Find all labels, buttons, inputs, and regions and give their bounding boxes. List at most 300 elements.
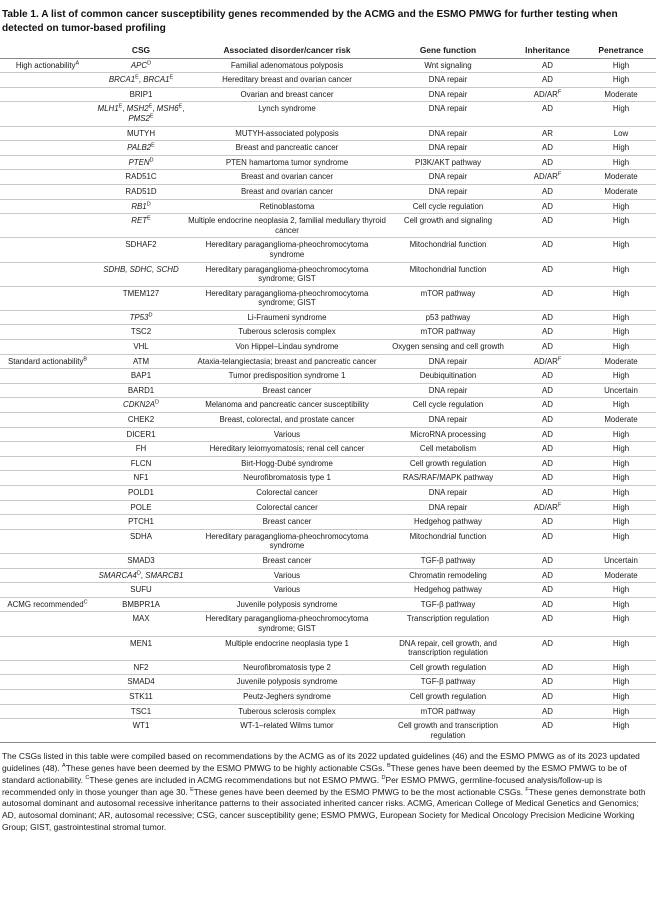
gene-cell <box>95 126 187 141</box>
table-row <box>0 87 656 102</box>
gene-footnote-mark: D <box>146 200 151 207</box>
inheritance-cell <box>509 675 586 690</box>
gene-cell <box>95 184 187 199</box>
table-row <box>0 597 656 612</box>
function-cell: RAS/RAF/MAPK pathway <box>387 471 509 486</box>
disorder-cell: Tuberous sclerosis complex <box>187 325 387 340</box>
gene-cell <box>95 471 187 486</box>
table-row <box>0 141 656 156</box>
function-cell: Mitochondrial function <box>387 262 509 286</box>
penetrance-cell: Moderate <box>586 354 656 369</box>
gene-cell <box>95 442 187 457</box>
inheritance-cell <box>509 214 586 238</box>
function-cell: Transcription regulation <box>387 612 509 636</box>
function-cell: Cell growth regulation <box>387 689 509 704</box>
table-row <box>0 529 656 553</box>
function-cell: Hedgehog pathway <box>387 515 509 530</box>
penetrance-cell: High <box>586 442 656 457</box>
inheritance-value: AD/AR <box>533 172 558 182</box>
gene-cell <box>95 214 187 238</box>
gene-cell <box>95 675 187 690</box>
inheritance-cell <box>509 141 586 156</box>
gene-part: PMS2 <box>128 113 150 123</box>
penetrance-cell: High <box>586 155 656 170</box>
footnote-text: These genes demonstrate both autosomal dominant and autosomal recessive inheritance patterns to their associated inherited cancer risks. ACMG, American College of Medical Genetics and Genomics; AD, autosomal dominant; AR, autosomal recessive; CSG, cancer susceptibility gene; ESMO PMWG, European Society for Medical Oncology Precision Medicine Working Group; GIST, gastrointestinal stromal tumor. <box>2 786 646 833</box>
inheritance-value: AD <box>542 706 553 716</box>
function-cell: Wnt signaling <box>387 58 509 73</box>
gene-part: STK11 <box>129 691 153 701</box>
inheritance-cell <box>509 170 586 185</box>
inheritance-value: AD <box>542 186 553 196</box>
gene-footnote-mark: E <box>149 113 154 120</box>
table-row <box>0 553 656 568</box>
category-footnote-mark: A <box>75 59 80 66</box>
gene-part: RB1 <box>131 201 147 211</box>
gene-footnote-mark: D <box>155 399 159 406</box>
gene-cell <box>95 704 187 719</box>
gene-cell <box>95 529 187 553</box>
disorder-cell: Tuberous sclerosis complex <box>187 704 387 719</box>
gene-part: MSH6 <box>156 104 179 114</box>
table-row <box>0 325 656 340</box>
footnote-text: These genes have been deemed by the ESMO PMWG to be highly actionable CSGs. <box>65 763 387 774</box>
gene-part: BRCA1 <box>143 75 170 85</box>
inheritance-cell <box>509 286 586 310</box>
table-row <box>0 636 656 660</box>
function-cell: DNA repair <box>387 354 509 369</box>
inheritance-footnote-mark: F <box>557 356 562 363</box>
header-disorder: Associated disorder/cancer risk <box>187 44 387 58</box>
footnote-mark: C <box>85 775 90 782</box>
penetrance-cell: Low <box>586 126 656 141</box>
inheritance-cell <box>509 660 586 675</box>
function-cell: DNA repair, cell growth, and transcription regulation <box>387 636 509 660</box>
inheritance-value: AD <box>542 312 553 322</box>
inheritance-value: AD <box>542 488 553 497</box>
inheritance-value: AD <box>542 201 553 211</box>
function-cell: p53 pathway <box>387 310 509 325</box>
header-inheritance: Inheritance <box>509 44 586 58</box>
inheritance-value: AD <box>542 143 553 153</box>
penetrance-cell: High <box>586 529 656 553</box>
function-cell: PI3K/AKT pathway <box>387 155 509 170</box>
inheritance-value: AD <box>542 400 553 410</box>
footnote-mark: F <box>525 786 529 793</box>
function-cell: Mitochondrial function <box>387 529 509 553</box>
gene-cell <box>95 398 187 413</box>
penetrance-cell: Moderate <box>586 568 656 583</box>
function-cell: Oxygen sensing and cell growth <box>387 340 509 355</box>
gene-cell <box>95 325 187 340</box>
csg-table <box>0 44 656 743</box>
function-cell: Cell growth regulation <box>387 660 509 675</box>
row-category <box>0 73 95 88</box>
inheritance-value: AD <box>542 60 553 70</box>
penetrance-cell: High <box>586 597 656 612</box>
function-cell: TGF-β pathway <box>387 597 509 612</box>
penetrance-cell: High <box>586 636 656 660</box>
footnote-text: These genes have been deemed by the ESMO PMWG to be the most actionable CSGs. <box>193 786 526 797</box>
row-category <box>0 597 95 612</box>
footnote-text: The CSGs listed in this table were compiled based on recommendations by the ACMG as of its 2022 updated guidelines (46) and the ESMO PMWG as of its 2023 updated guidelines (48). <box>2 751 640 774</box>
gene-footnote-mark: E <box>147 215 151 222</box>
row-category <box>0 102 95 126</box>
disorder-cell: MUTYH-associated polyposis <box>187 126 387 141</box>
penetrance-cell: High <box>586 325 656 340</box>
inheritance-value: AD <box>542 75 553 85</box>
gene-footnote-mark: E <box>178 103 183 110</box>
gene-cell <box>95 155 187 170</box>
gene-cell <box>95 636 187 660</box>
row-category <box>0 340 95 355</box>
function-cell: DNA repair <box>387 413 509 428</box>
inheritance-value: AD <box>542 638 553 648</box>
table-row <box>0 568 656 583</box>
gene-part: SUFU <box>130 585 152 595</box>
function-cell: DNA repair <box>387 500 509 515</box>
inheritance-cell <box>509 704 586 719</box>
disorder-cell: Multiple endocrine neoplasia type 1 <box>187 636 387 660</box>
inheritance-cell <box>509 310 586 325</box>
gene-footnote-mark: D <box>136 569 141 576</box>
disorder-cell: Hereditary paraganglioma-pheochromocytoma syndrome; GIST <box>187 286 387 310</box>
gene-cell <box>95 58 187 73</box>
gene-part: FH <box>135 444 147 454</box>
header-csg: CSG <box>95 44 187 58</box>
gene-part: SDHAF2 <box>125 240 157 250</box>
disorder-cell: Juvenile polyposis syndrome <box>187 675 387 690</box>
table-row <box>0 515 656 530</box>
inheritance-footnote-mark: F <box>557 171 562 178</box>
gene-cell <box>95 199 187 214</box>
inheritance-value: AD <box>542 415 553 425</box>
inheritance-cell <box>509 155 586 170</box>
row-category <box>0 238 95 262</box>
gene-cell <box>95 383 187 398</box>
gene-cell <box>95 486 187 501</box>
disorder-cell: WT-1–related Wilms tumor <box>187 719 387 743</box>
row-category <box>0 529 95 553</box>
disorder-cell: PTEN hamartoma tumor syndrome <box>187 155 387 170</box>
row-category <box>0 471 95 486</box>
disorder-cell: Colorectal cancer <box>187 486 387 501</box>
category-footnote-mark: B <box>83 356 88 363</box>
row-category <box>0 568 95 583</box>
penetrance-cell: High <box>586 660 656 675</box>
row-category <box>0 515 95 530</box>
disorder-cell: Breast and ovarian cancer <box>187 170 387 185</box>
disorder-cell: Lynch syndrome <box>187 102 387 126</box>
gene-footnote-mark: E <box>118 103 123 110</box>
inheritance-value: AD/AR <box>533 356 558 366</box>
disorder-cell: Ataxia-telangiectasia; breast and pancreatic cancer <box>187 354 387 369</box>
function-cell: DNA repair <box>387 87 509 102</box>
gene-part: NF2 <box>133 662 149 672</box>
table-row <box>0 73 656 88</box>
disorder-cell: Hereditary paraganglioma-pheochromocytoma syndrome <box>187 238 387 262</box>
gene-footnote-mark: E <box>169 74 174 81</box>
inheritance-value: AD/AR <box>533 502 558 512</box>
table-row <box>0 398 656 413</box>
penetrance-cell: High <box>586 73 656 88</box>
gene-part: SDHB, SDHC, SCHD <box>103 264 179 274</box>
inheritance-cell <box>509 325 586 340</box>
table-row <box>0 471 656 486</box>
inheritance-cell <box>509 102 586 126</box>
function-cell: DNA repair <box>387 126 509 141</box>
inheritance-value: AD <box>542 662 553 672</box>
disorder-cell: Neurofibromatosis type 1 <box>187 471 387 486</box>
gene-part: TMEM127 <box>122 288 160 298</box>
gene-cell <box>95 719 187 743</box>
disorder-cell: Peutz-Jeghers syndrome <box>187 689 387 704</box>
gene-cell <box>95 612 187 636</box>
function-cell: Cell growth and transcription regulation <box>387 719 509 743</box>
gene-part: MUTYH <box>126 128 156 138</box>
gene-part: PTEN <box>128 157 150 167</box>
disorder-cell: Li-Fraumeni syndrome <box>187 310 387 325</box>
penetrance-cell: High <box>586 456 656 471</box>
inheritance-value: AD <box>542 531 553 541</box>
gene-footnote-mark: E <box>148 103 153 110</box>
inheritance-cell <box>509 58 586 73</box>
inheritance-value: AD <box>542 240 553 250</box>
footnote-text: Per ESMO PMWG, germline-focused analysis/follow-up is recommended only in those younger than age 30. <box>2 774 603 797</box>
gene-part: SMAD3 <box>127 555 155 565</box>
penetrance-cell: High <box>586 58 656 73</box>
inheritance-value: AR <box>542 128 553 138</box>
gene-part: APC <box>130 60 148 70</box>
inheritance-cell <box>509 442 586 457</box>
row-category <box>0 413 95 428</box>
inheritance-value: AD/AR <box>533 89 558 99</box>
disorder-cell: Breast, colorectal, and prostate cancer <box>187 413 387 428</box>
row-category <box>0 583 95 598</box>
gene-cell <box>95 340 187 355</box>
table-row <box>0 170 656 185</box>
row-category <box>0 325 95 340</box>
gene-part: WT1 <box>132 721 150 731</box>
inheritance-cell <box>509 369 586 384</box>
penetrance-cell: High <box>586 262 656 286</box>
row-category <box>0 199 95 214</box>
disorder-cell: Hereditary paraganglioma-pheochromocytoma syndrome; GIST <box>187 262 387 286</box>
inheritance-footnote-mark: F <box>557 501 562 508</box>
inheritance-value: AD <box>542 429 553 439</box>
gene-cell <box>95 354 187 369</box>
inheritance-cell <box>509 583 586 598</box>
table-row <box>0 262 656 286</box>
inheritance-value: AD <box>542 288 553 298</box>
penetrance-cell: Moderate <box>586 184 656 199</box>
gene-part: PTCH1 <box>128 517 154 527</box>
gene-part: NF1 <box>133 473 149 483</box>
table-footnote <box>0 743 656 834</box>
table-row <box>0 704 656 719</box>
table-row <box>0 354 656 369</box>
inheritance-value: AD <box>542 157 553 167</box>
row-category <box>0 704 95 719</box>
disorder-cell: Juvenile polyposis syndrome <box>187 597 387 612</box>
inheritance-value: AD <box>542 104 553 114</box>
disorder-cell: Breast and pancreatic cancer <box>187 141 387 156</box>
row-category <box>0 553 95 568</box>
row-category <box>0 141 95 156</box>
penetrance-cell: High <box>586 102 656 126</box>
gene-part: CDKN2A <box>123 400 156 410</box>
gene-part: SDHA <box>130 531 152 541</box>
disorder-cell: Birt-Hogg-Dubé syndrome <box>187 456 387 471</box>
inheritance-value: AD <box>542 473 553 483</box>
disorder-cell: Hereditary paraganglioma-pheochromocytoma syndrome; GIST <box>187 612 387 636</box>
header-penetrance: Penetrance <box>586 44 656 58</box>
gene-part: ATM <box>132 356 150 366</box>
table-row <box>0 286 656 310</box>
function-cell: DNA repair <box>387 73 509 88</box>
inheritance-value: AD <box>542 614 553 624</box>
gene-part: , <box>152 104 157 114</box>
inheritance-value: AD <box>542 691 553 701</box>
function-cell: DNA repair <box>387 486 509 501</box>
row-category <box>0 286 95 310</box>
inheritance-value: AD <box>542 385 553 395</box>
row-category <box>0 500 95 515</box>
gene-part: BAP1 <box>130 371 152 381</box>
gene-part: SMARCA4 <box>98 570 137 580</box>
disorder-cell: Breast cancer <box>187 553 387 568</box>
inheritance-cell <box>509 238 586 262</box>
gene-part: TP53 <box>129 312 149 322</box>
disorder-cell: Melanoma and pancreatic cancer susceptibility <box>187 398 387 413</box>
gene-footnote-mark: E <box>151 142 155 149</box>
gene-part: BMBPR1A <box>122 599 160 609</box>
inheritance-cell <box>509 87 586 102</box>
penetrance-cell: High <box>586 689 656 704</box>
row-category <box>0 262 95 286</box>
function-cell: mTOR pathway <box>387 704 509 719</box>
function-cell: mTOR pathway <box>387 286 509 310</box>
row-category <box>0 369 95 384</box>
penetrance-cell: High <box>586 515 656 530</box>
function-cell: DNA repair <box>387 184 509 199</box>
row-category <box>0 427 95 442</box>
penetrance-cell: High <box>586 310 656 325</box>
disorder-cell: Familial adenomatous polyposis <box>187 58 387 73</box>
footnote-mark: E <box>190 786 194 793</box>
gene-part: POLE <box>130 502 152 512</box>
gene-cell <box>95 427 187 442</box>
disorder-cell: Breast cancer <box>187 383 387 398</box>
table-row <box>0 689 656 704</box>
inheritance-value: AD <box>542 585 553 595</box>
penetrance-cell: High <box>586 340 656 355</box>
gene-footnote-mark: D <box>149 157 154 164</box>
disorder-cell: Ovarian and breast cancer <box>187 87 387 102</box>
gene-cell <box>95 413 187 428</box>
table-body <box>0 58 656 743</box>
gene-part: FLCN <box>130 458 152 468</box>
table-row <box>0 214 656 238</box>
penetrance-cell: High <box>586 398 656 413</box>
row-category <box>0 612 95 636</box>
category-label: Standard actionability <box>7 356 84 366</box>
disorder-cell: Colorectal cancer <box>187 500 387 515</box>
row-category <box>0 354 95 369</box>
gene-cell <box>95 170 187 185</box>
function-cell: Deubiquitination <box>387 369 509 384</box>
table-row <box>0 413 656 428</box>
inheritance-cell <box>509 612 586 636</box>
gene-cell <box>95 102 187 126</box>
row-category <box>0 214 95 238</box>
function-cell: Chromatin remodeling <box>387 568 509 583</box>
penetrance-cell: Uncertain <box>586 383 656 398</box>
footnote-mark: D <box>381 775 386 782</box>
table-row <box>0 583 656 598</box>
inheritance-cell <box>509 553 586 568</box>
function-cell: TGF-β pathway <box>387 553 509 568</box>
penetrance-cell: High <box>586 471 656 486</box>
inheritance-cell <box>509 383 586 398</box>
inheritance-cell <box>509 413 586 428</box>
inheritance-cell <box>509 529 586 553</box>
disorder-cell: Various <box>187 583 387 598</box>
gene-cell <box>95 286 187 310</box>
penetrance-cell: Moderate <box>586 87 656 102</box>
row-category <box>0 310 95 325</box>
penetrance-cell: High <box>586 486 656 501</box>
row-category <box>0 155 95 170</box>
footnote-mark: A <box>62 763 66 770</box>
inheritance-cell <box>509 515 586 530</box>
function-cell: DNA repair <box>387 141 509 156</box>
penetrance-cell: High <box>586 199 656 214</box>
function-cell: Cell cycle regulation <box>387 199 509 214</box>
inheritance-value: AD <box>542 264 553 274</box>
category-label: High actionability <box>15 60 76 70</box>
inheritance-cell <box>509 73 586 88</box>
gene-cell <box>95 369 187 384</box>
table-row <box>0 456 656 471</box>
inheritance-cell <box>509 354 586 369</box>
inheritance-value: AD <box>542 517 553 527</box>
penetrance-cell: High <box>586 286 656 310</box>
inheritance-value: AD <box>542 677 553 687</box>
inheritance-cell <box>509 398 586 413</box>
inheritance-value: AD <box>542 342 553 352</box>
inheritance-value: AD <box>542 444 553 454</box>
row-category <box>0 675 95 690</box>
table-row <box>0 238 656 262</box>
row-category <box>0 660 95 675</box>
inheritance-value: AD <box>542 555 553 565</box>
disorder-cell: Von Hippel–Lindau syndrome <box>187 340 387 355</box>
penetrance-cell: Uncertain <box>586 553 656 568</box>
gene-part: BRIP1 <box>129 89 153 99</box>
penetrance-cell: High <box>586 238 656 262</box>
gene-footnote-mark: E <box>135 74 139 81</box>
table-row <box>0 612 656 636</box>
inheritance-cell <box>509 689 586 704</box>
table-row <box>0 102 656 126</box>
table-row <box>0 58 656 73</box>
penetrance-cell: High <box>586 612 656 636</box>
gene-part: POLD1 <box>128 488 154 497</box>
gene-part: SMARCB1 <box>145 570 184 580</box>
penetrance-cell: High <box>586 583 656 598</box>
row-category <box>0 486 95 501</box>
penetrance-cell: High <box>586 704 656 719</box>
